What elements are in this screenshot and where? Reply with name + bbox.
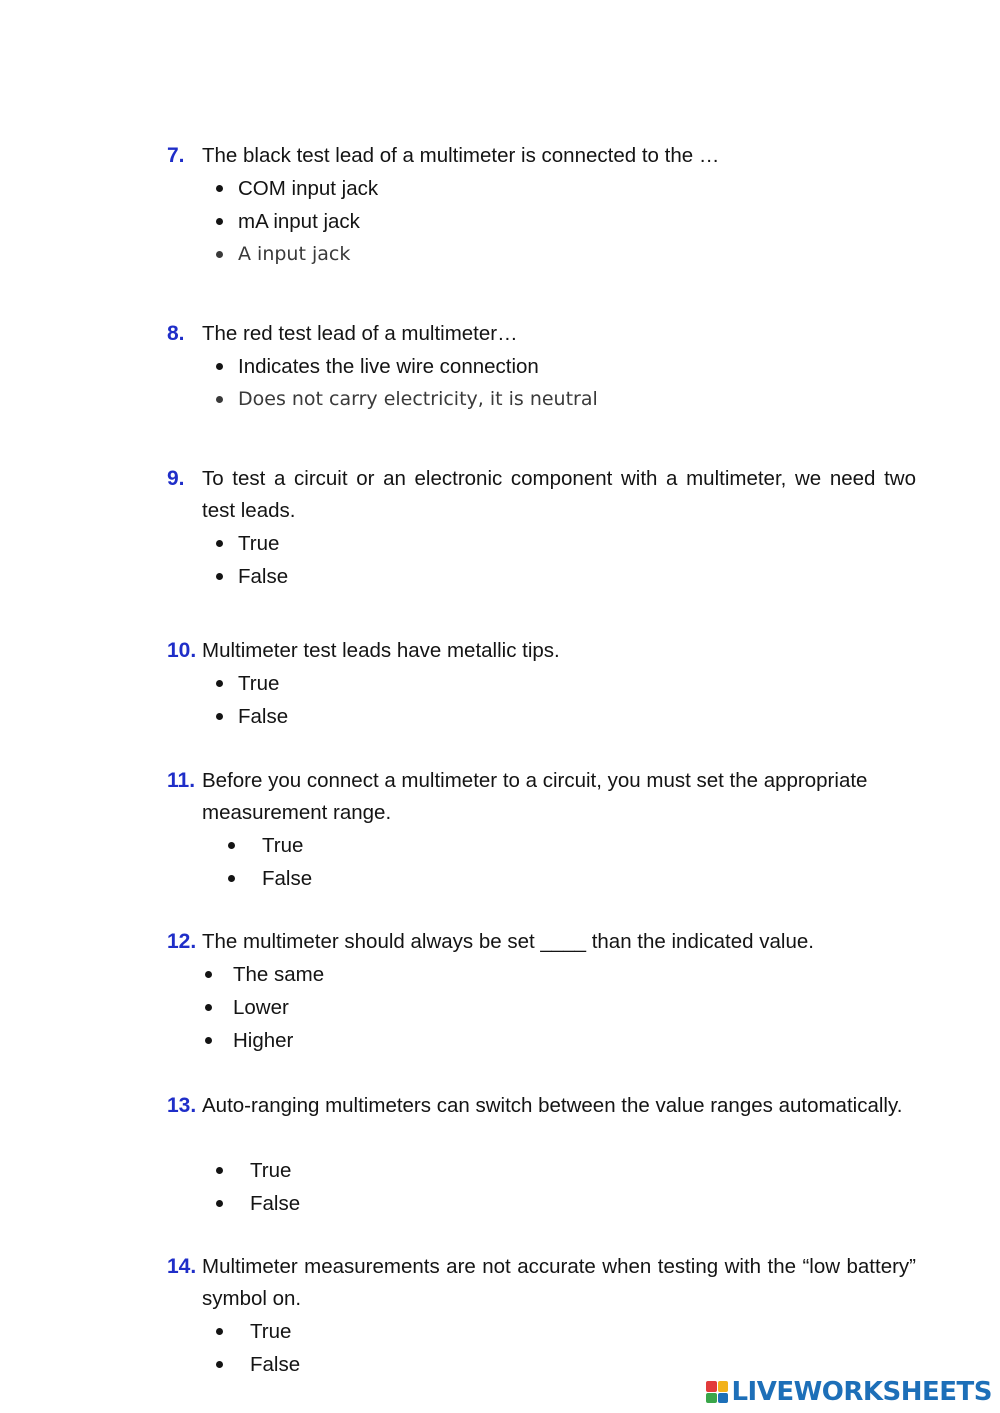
- question-text: The black test lead of a multimeter is connected to the …: [202, 144, 720, 167]
- question-13: [0, 1090, 1000, 1220]
- option-ma-input-jack[interactable]: [0, 205, 1000, 238]
- liveworksheets-icon: [706, 1381, 728, 1403]
- option-label: A input jack: [238, 243, 351, 265]
- question-number: 12.: [167, 930, 197, 953]
- question-number: 7.: [167, 144, 185, 167]
- question-text: To test a circuit or an electronic component with a multimeter, we need two test leads.: [202, 467, 916, 522]
- question-9: [0, 463, 1000, 593]
- option-true[interactable]: [0, 1315, 1000, 1348]
- option-higher[interactable]: [0, 1024, 1000, 1057]
- question-11-header: [0, 765, 1000, 829]
- option-label: Lower: [233, 996, 289, 1019]
- question-14: [0, 1251, 1000, 1381]
- question-7-header: [0, 140, 1000, 172]
- option-false[interactable]: [0, 700, 1000, 733]
- option-label: True: [238, 532, 280, 555]
- question-number: 14.: [167, 1255, 197, 1278]
- bullet-icon: [216, 573, 223, 580]
- option-false[interactable]: [0, 862, 1000, 895]
- question-number: 11.: [167, 769, 196, 792]
- question-text: The multimeter should always be set ____ than the indicated value.: [202, 930, 814, 953]
- option-lower[interactable]: [0, 991, 1000, 1024]
- question-number: 13.: [167, 1094, 197, 1117]
- option-false[interactable]: [0, 560, 1000, 593]
- option-label: True: [250, 1159, 292, 1182]
- question-12: [0, 926, 1000, 1057]
- option-label: Indicates the live wire connection: [238, 355, 539, 378]
- option-label: COM input jack: [238, 177, 379, 200]
- bullet-icon: [216, 1361, 223, 1368]
- question-13-header: [0, 1090, 1000, 1154]
- question-number: 9.: [167, 467, 185, 490]
- liveworksheets-logo[interactable]: [706, 1377, 992, 1407]
- bullet-icon: [216, 396, 223, 403]
- option-the-same[interactable]: [0, 958, 1000, 991]
- bullet-icon: [216, 713, 223, 720]
- bullet-icon: [216, 680, 223, 687]
- option-true[interactable]: [0, 829, 1000, 862]
- bullet-icon: [228, 842, 235, 849]
- option-true[interactable]: [0, 1154, 1000, 1187]
- option-label: Does not carry electricity, it is neutral: [238, 388, 598, 410]
- question-text: Multimeter measurements are not accurate when testing with the “low battery” symbol on.: [202, 1255, 916, 1310]
- option-label: False: [238, 705, 289, 728]
- question-text: Before you connect a multimeter to a circuit, you must set the appropriate measurement range.: [202, 769, 868, 824]
- question-10-header: [0, 635, 1000, 667]
- bullet-icon: [216, 1328, 223, 1335]
- question-14-header: [0, 1251, 1000, 1315]
- option-neutral[interactable]: [0, 383, 1000, 416]
- bullet-icon: [205, 971, 212, 978]
- bullet-icon: [216, 1167, 223, 1174]
- bullet-icon: [216, 251, 223, 258]
- bullet-icon: [216, 218, 223, 225]
- option-true[interactable]: [0, 527, 1000, 560]
- option-label: mA input jack: [238, 210, 360, 233]
- bullet-icon: [216, 1200, 223, 1207]
- option-label: False: [238, 565, 289, 588]
- question-text: The red test lead of a multimeter…: [202, 322, 518, 345]
- question-7: [0, 140, 1000, 271]
- question-11: [0, 765, 1000, 895]
- option-label: The same: [233, 963, 325, 986]
- option-a-input-jack[interactable]: [0, 238, 1000, 271]
- question-10: [0, 635, 1000, 733]
- option-false[interactable]: [0, 1187, 1000, 1220]
- option-label: True: [238, 672, 280, 695]
- bullet-icon: [205, 1037, 212, 1044]
- question-number: 10.: [167, 639, 197, 662]
- question-8: [0, 318, 1000, 416]
- question-9-header: [0, 463, 1000, 527]
- question-12-header: [0, 926, 1000, 958]
- question-number: 8.: [167, 322, 185, 345]
- option-label: False: [250, 1353, 301, 1376]
- question-text: Auto-ranging multimeters can switch between the value ranges automatically.: [202, 1094, 903, 1117]
- option-live-wire[interactable]: [0, 350, 1000, 383]
- bullet-icon: [216, 185, 223, 192]
- question-8-header: [0, 318, 1000, 350]
- option-com-input-jack[interactable]: [0, 172, 1000, 205]
- option-label: Higher: [233, 1029, 294, 1052]
- option-label: False: [262, 867, 313, 890]
- option-label: False: [250, 1192, 301, 1215]
- bullet-icon: [216, 363, 223, 370]
- option-label: True: [262, 834, 304, 857]
- option-true[interactable]: [0, 667, 1000, 700]
- brand-name: LIVEWORKSHEETS: [731, 1377, 992, 1407]
- bullet-icon: [216, 540, 223, 547]
- bullet-icon: [205, 1004, 212, 1011]
- bullet-icon: [228, 875, 235, 882]
- option-label: True: [250, 1320, 292, 1343]
- question-text: Multimeter test leads have metallic tips.: [202, 639, 560, 662]
